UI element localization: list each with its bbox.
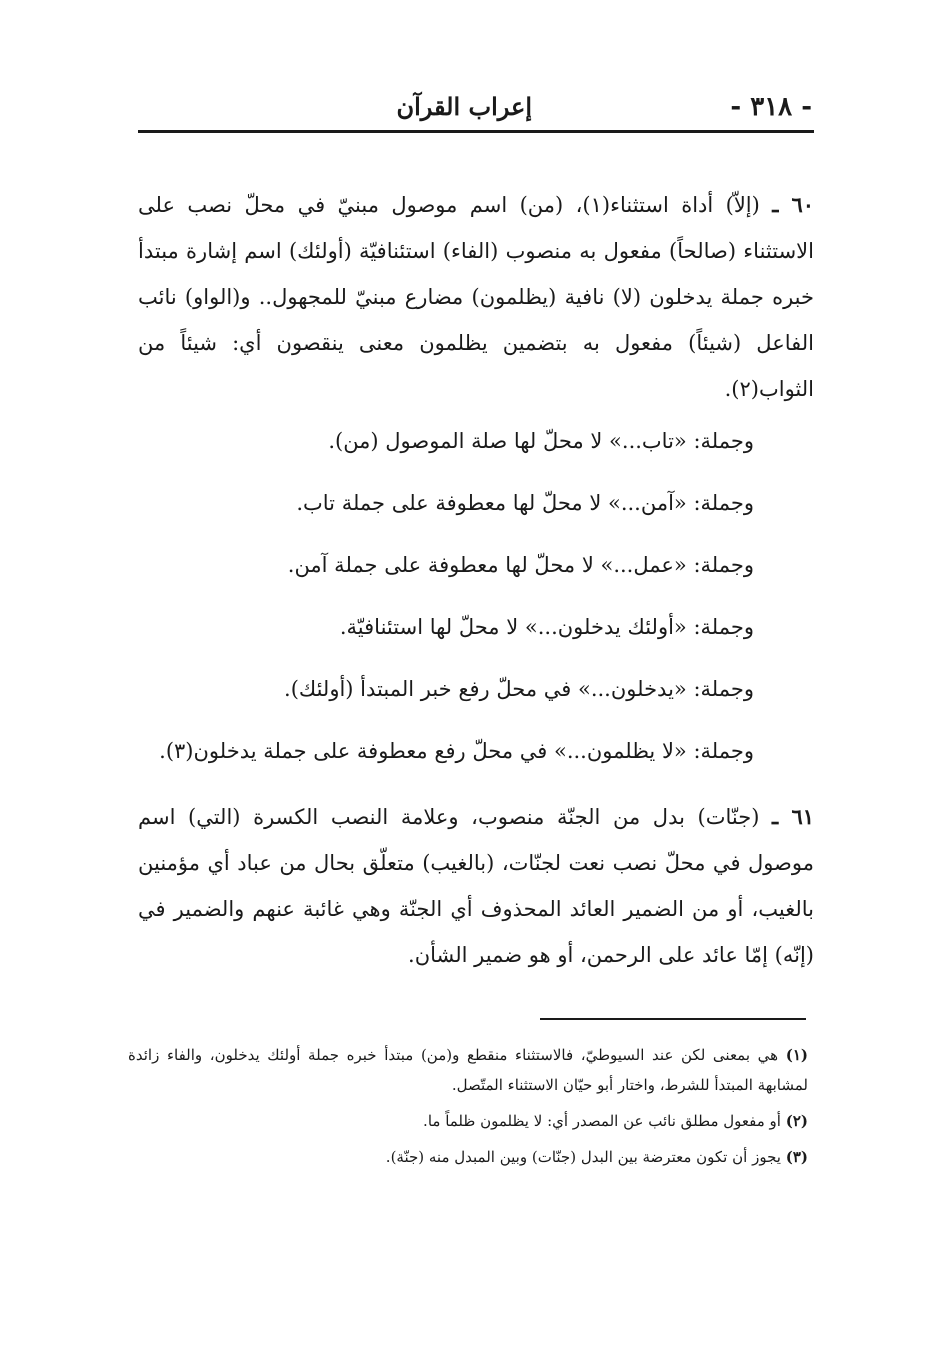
footnote-number: (٣) (785, 1148, 808, 1166)
sentence-item: وجملة: «عمل...» لا محلّ لها معطوفة على جملة آمن. (287, 553, 754, 577)
footnote-number: (١) (785, 1046, 808, 1064)
paragraph-60-text: (إلاّ) أداة استثناء(١)، (من) اسم موصول مبنيّ في محلّ نصب على الاستثناء (صالحاً) مفعول به منصوب (الفاء) استئنافيّة (أولئك) اسم إشارة مبتدأ خبره جملة يدخلون (لا) نافية (يظلمون) مضارع مبنيّ للمجهول.. و(الواو) نائب الفاعل (شيئاً) مفعول به بتضمين يظلمون معنى ينقصون أي: شيئاً من الثواب(٢). (138, 193, 814, 401)
footnote-3 (128, 1142, 808, 1172)
sentence-item: وجملة: «أولئك يدخلون...» لا محلّ لها استئنافيّة. (339, 615, 754, 639)
paragraph-61-number: ٦١ ـ (772, 804, 814, 829)
footnote-text: هي بمعنى لكن عند السيوطيّ، فالاستثناء منقطع و(من) مبتدأ خبره جملة أولئك يدخلون، والفاء زائدة لمشابهة المبتدأ للشرط، واختار أبو حيّان الاستثناء المتّصل. (128, 1046, 808, 1094)
running-title: إعراب القرآن (396, 92, 532, 121)
footnote-number: (٢) (785, 1112, 808, 1130)
page-header (140, 92, 812, 132)
paragraph-60-content (138, 182, 814, 412)
paragraph-60-number: ٦٠ ـ (772, 192, 814, 217)
header-rule (138, 130, 814, 133)
footnote-2 (128, 1106, 808, 1136)
footnote-text: أو مفعول مطلق نائب عن المصدر أي: لا يظلمون ظلماً ما. (423, 1112, 781, 1130)
sentence-list (140, 420, 754, 792)
paragraph-61 (138, 794, 814, 978)
footnote-1 (128, 1040, 808, 1100)
sentence-item: وجملة: «آمن...» لا محلّ لها معطوفة على جملة تاب. (296, 491, 754, 515)
sentence-item: وجملة: «تاب...» لا محلّ لها صلة الموصول (من). (328, 429, 754, 453)
footnote-text: يجوز أن تكون معترضة بين البدل (جنّات) وبين المبدل منه (جنّة). (385, 1148, 781, 1166)
paragraph-61-text: (جنّات) بدل من الجنّة منصوب، وعلامة النصب الكسرة (التي) اسم موصول في محلّ نصب نعت لجنّات، (بالغيب) متعلّق بحال من عباد أي مؤمنين بالغيب، أو من الضمير العائد المحذوف أي الجنّة وهي غائبة عنهم والضمير في (إنّه) إمّا عائد على الرحمن، أو هو ضمير الشأن. (138, 805, 814, 967)
page-number: - ٣١٨ - (730, 92, 812, 122)
sentence-item: وجملة: «لا يظلمون...» في محلّ رفع معطوفة على جملة يدخلون(٣). (159, 739, 754, 763)
paragraph-61-content (138, 794, 814, 978)
footnotes (128, 1040, 808, 1178)
paragraph-60 (138, 182, 814, 412)
footnote-rule (540, 1018, 806, 1020)
sentence-item: وجملة: «يدخلون...» في محلّ رفع خبر المبتدأ (أولئك). (284, 677, 754, 701)
